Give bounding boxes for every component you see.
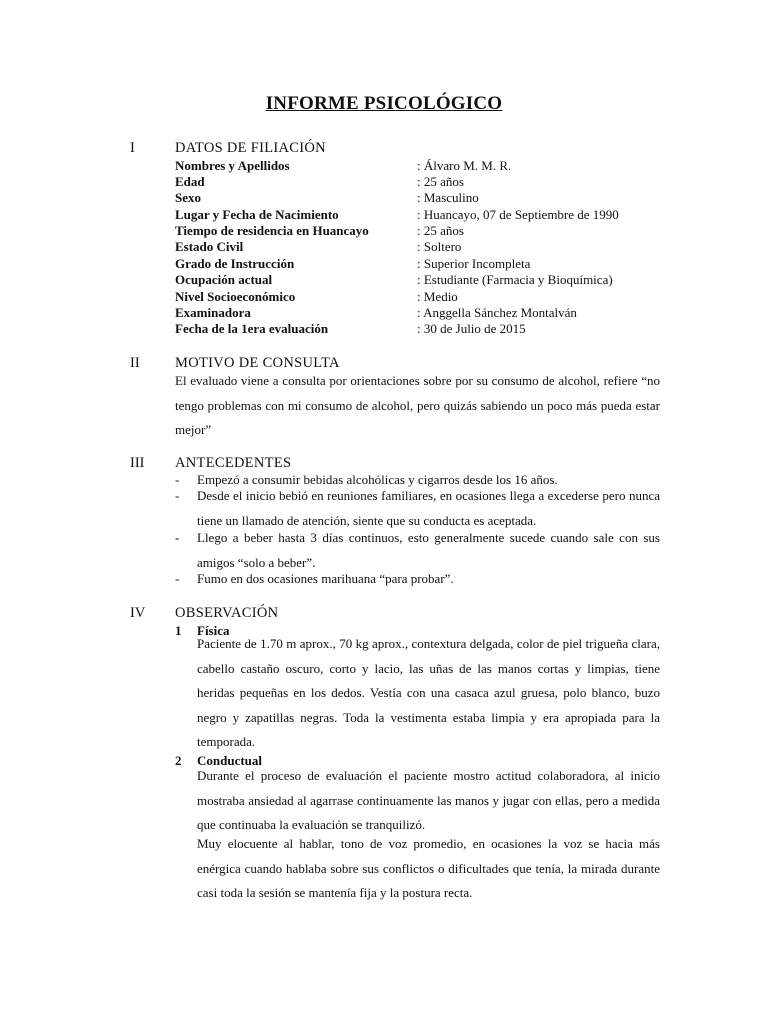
subsection-2-number: 2	[175, 753, 182, 768]
field-value: : 25 años	[417, 174, 464, 189]
section-3-heading: ANTECEDENTES	[175, 455, 292, 471]
list-item: Fumo en dos ocasiones marihuana “para probar”.	[197, 571, 454, 586]
field-value: : Álvaro M. M. R.	[417, 158, 512, 173]
field-label: Tiempo de residencia en Huancayo	[175, 223, 369, 238]
field-label: Lugar y Fecha de Nacimiento	[175, 207, 339, 222]
field-value: : Estudiante (Farmacia y Bioquímica)	[417, 272, 613, 287]
subsection-2-title: Conductual	[197, 753, 263, 768]
subsection-1-title: Física	[197, 623, 230, 638]
field-value: : 30 de Julio de 2015	[417, 321, 526, 336]
document-title: INFORME PSICOLÓGICO	[265, 93, 503, 114]
list-bullet: -	[175, 571, 180, 586]
list-item: Desde el inicio bebió en reuniones familiares, en ocasiones llega a excederse pero nunca tiene un llamado de atención, siente que su conducta es aceptada.	[197, 488, 660, 528]
field-label: Sexo	[175, 190, 201, 205]
section-4-heading: OBSERVACIÓN	[175, 605, 279, 621]
section-2-heading: MOTIVO DE CONSULTA	[175, 355, 340, 371]
field-value: : Anggella Sánchez Montalván	[417, 305, 577, 320]
conductual-paragraph-1: Durante el proceso de evaluación el paciente mostro actitud colaboradora, al inicio mostraba ansiedad al agarrase continuamente las manos y jugar con ellas, pero a medida que continuaba la evaluación se tranquilizó.	[197, 768, 660, 832]
section-1-numeral: I	[130, 140, 135, 156]
motivo-paragraph: El evaluado viene a consulta por orientaciones sobre por su consumo de alcohol, refiere “no tengo problemas con mi consumo de alcohol, pero quizás sabiendo un poco más pueda estar mejor”	[175, 373, 660, 437]
field-label: Ocupación actual	[175, 272, 273, 287]
list-item: Empezó a consumir bebidas alcohólicas y cigarros desde los 16 años.	[197, 472, 558, 487]
field-label: Examinadora	[175, 305, 251, 320]
field-label: Fecha de la 1era evaluación	[175, 321, 329, 336]
field-value: : Medio	[417, 289, 458, 304]
conductual-paragraph-2: Muy elocuente al hablar, tono de voz promedio, en ocasiones la voz se hacia más enérgica cuando hablaba sobre sus conflictos o dificultades que tenía, la mirada durante casi toda la sesión se mantenía fija y la postura recta.	[197, 836, 660, 900]
field-value: : Soltero	[417, 239, 462, 254]
field-value: : 25 años	[417, 223, 464, 238]
section-4-numeral: IV	[130, 605, 146, 621]
field-label: Edad	[175, 174, 205, 189]
list-bullet: -	[175, 472, 180, 487]
field-label: Nivel Socioeconómico	[175, 289, 296, 304]
field-label: Nombres y Apellidos	[175, 158, 290, 173]
field-label: Grado de Instrucción	[175, 256, 295, 271]
field-value: : Masculino	[417, 190, 479, 205]
field-label: Estado Civil	[175, 239, 244, 254]
field-value: : Superior Incompleta	[417, 256, 531, 271]
field-value: : Huancayo, 07 de Septiembre de 1990	[417, 207, 619, 222]
fisica-paragraph: Paciente de 1.70 m aprox., 70 kg aprox., contextura delgada, color de piel trigueña clara, cabello castaño oscuro, corto y lacio, las uñas de las manos cortas y limpias, tiene heridas pequeñas en los dedos. Vestía con una casaca azul gruesa, polo blanco, buzo negro y zapatillas negras. Toda la vestimenta estaba limpia y era apropiada para la temporada.	[197, 636, 660, 749]
subsection-1-number: 1	[175, 623, 182, 638]
section-2-numeral: II	[130, 355, 140, 371]
list-bullet: -	[175, 530, 180, 545]
list-bullet: -	[175, 488, 180, 503]
list-item: Llego a beber hasta 3 días continuos, esto generalmente sucede cuando sale con sus amigos “solo a beber”.	[197, 530, 660, 570]
section-1-heading: DATOS DE FILIACIÓN	[175, 140, 326, 156]
section-3-numeral: III	[130, 455, 145, 471]
